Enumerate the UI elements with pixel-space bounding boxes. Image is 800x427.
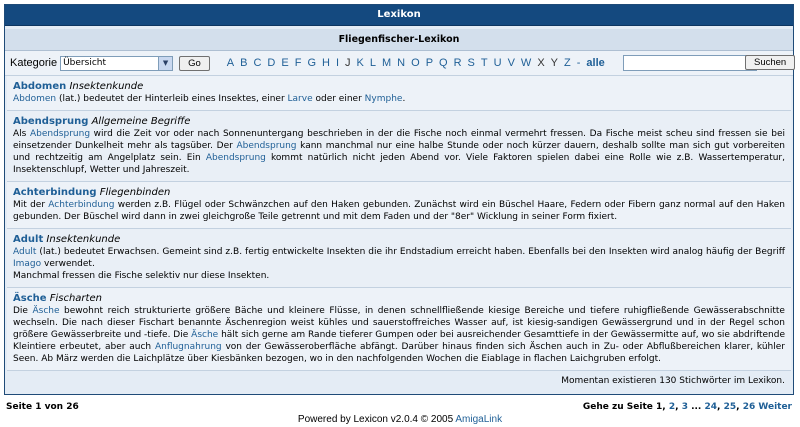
page-info: Seite 1 von 26: [6, 402, 79, 412]
description-text: Die: [13, 306, 33, 316]
lexicon-entry: [7, 111, 791, 182]
entry-category: Fischarten: [49, 293, 102, 304]
glossary-link[interactable]: Anflugnahrung: [154, 342, 222, 352]
letter-u-link[interactable]: U: [493, 57, 502, 69]
glossary-link[interactable]: Abendsprung: [236, 141, 297, 151]
glossary-link[interactable]: Imago: [13, 259, 42, 269]
letter-l-link[interactable]: L: [369, 57, 376, 69]
search-button[interactable]: Suchen: [745, 55, 795, 70]
entry-description: [13, 246, 785, 282]
letter-a-link[interactable]: A: [226, 57, 235, 69]
page-24-link[interactable]: 24: [704, 402, 718, 412]
powered-by: [0, 414, 800, 425]
chevron-down-icon[interactable]: ▼: [158, 57, 172, 70]
letter-p-link[interactable]: P: [425, 57, 434, 69]
glossary-link[interactable]: Adult: [13, 247, 37, 257]
pagination-ellipsis: ...: [691, 402, 702, 412]
entry-description: [13, 305, 785, 365]
glossary-link[interactable]: Achterbindung: [48, 200, 115, 210]
all-letters-link[interactable]: alle: [586, 57, 605, 69]
lexicon-entry: [7, 288, 791, 371]
letter-n-link[interactable]: N: [397, 57, 406, 69]
glossary-link[interactable]: Abendsprung: [29, 129, 91, 139]
description-text: kann manchmal nur eine halbe Stunde oder noch kürzer dauern, deshalb sollte man sich gut vorbereiten und rechtzeitig am Angelplatz sein. Ein: [13, 141, 785, 163]
entry-term-link[interactable]: Abdomen: [13, 81, 67, 92]
letter-r-link[interactable]: R: [453, 57, 462, 69]
page-3-link[interactable]: 3: [681, 402, 688, 412]
powered-by-text: Powered by Lexicon v2.0.4 © 2005: [297, 414, 456, 425]
letter-h-link[interactable]: H: [322, 57, 330, 69]
letter-i-link[interactable]: I: [335, 57, 340, 69]
description-text: verwendet.: [41, 259, 95, 269]
letter-o-link[interactable]: O: [411, 57, 420, 69]
page-1-link: 1: [656, 402, 663, 412]
letter-x-link: X: [537, 57, 545, 69]
glossary-link[interactable]: Nymphe: [364, 94, 403, 104]
lexicon-entry: [7, 182, 791, 229]
description-text: Mit der: [13, 200, 49, 210]
entry-term-link[interactable]: Äsche: [13, 293, 47, 304]
letter-e-link[interactable]: E: [281, 57, 289, 69]
letter-b-link[interactable]: B: [240, 57, 248, 69]
description-text: oder einer: [312, 94, 365, 104]
description-text: (lat.) bedeutet Erwachsen. Gemeint sind z.B. fertig entwickelte Insekten die ihr Endstadium erreicht haben. Ebenfalls bei den Insekten wird analog häufig der Begriff: [36, 247, 785, 257]
navigation-bar: [5, 51, 793, 76]
letter-m-link[interactable]: M: [382, 57, 392, 69]
kategorie-label: Kategorie: [10, 57, 58, 69]
description-text: kommt natürlich nicht jeden Abend vor. Viele Faktoren spielen dabei eine Rolle wie z.B. Wassertemperatur, Insektenschlupf, Wetter und Jahreszeit.: [13, 153, 785, 175]
page-25-link[interactable]: 25: [723, 402, 737, 412]
goto-label: Gehe zu Seite: [582, 402, 653, 412]
window-title: Lexikon: [5, 5, 793, 26]
description-text: werden z.B. Flügel oder Schwänzchen auf den Haken gebunden. Zunächst wird ein Büschel Haare, Federn oder Fibern ganz normal auf den Haken gebunden. Der Büschel wird dann in zwei gleichgroße Teile getrennt und mit dem Faden und der "8er" Wicklung in seiner Form fixiert.: [13, 200, 785, 222]
description-text: Manchmal fressen die Fische selektiv nur diese Insekten.: [13, 271, 270, 281]
entry-heading: [13, 115, 785, 128]
glossary-link[interactable]: Larve: [287, 94, 313, 104]
description-text: .: [402, 94, 406, 104]
glossary-link[interactable]: Abdomen: [13, 94, 57, 104]
pagination: Gehe zu Seite 1, 2, 3 ... 24, 25, 26 Weiter: [582, 402, 792, 412]
entry-category: Insektenkunde: [69, 81, 144, 92]
description-text: hält sich gerne am Rande tieferer Gumpen oder bei ausreichender Gesamttiefe in der Gewässermitte auf, wo sie abdriftende Kleintiere erbeutet, aber auch: [13, 330, 786, 352]
letter-v-link[interactable]: V: [507, 57, 515, 69]
letter-z-link[interactable]: Z: [564, 57, 571, 69]
description-text: von der Gewässeroberfläche abfängt. Darüber hinaus finden sich Äschen auch in Zu- oder Abflußbereichen klarer, kühler Seen. Ab März werden die Laichplätze über Kiesbänken bezogen, wo in den nachfolgenden Wochen die Eiablage in flachen Laichgruben erfolgt.: [13, 342, 785, 364]
letter-j-link: J: [345, 57, 351, 69]
letter-t-link[interactable]: T: [480, 57, 488, 69]
entry-category: Insektenkunde: [46, 234, 121, 245]
letter-separator: -: [576, 57, 581, 69]
glossary-link[interactable]: Abendsprung: [205, 153, 266, 163]
entry-category: Fliegenbinden: [99, 187, 171, 198]
description-text: Als: [13, 129, 30, 139]
letter-q-link[interactable]: Q: [439, 57, 448, 69]
next-page-link[interactable]: Weiter: [758, 402, 792, 412]
letter-g-link[interactable]: G: [307, 57, 317, 69]
alphabet-index: [227, 57, 611, 69]
description-text: wird die Zeit vor oder nach Sonnenuntergang beschrieben in der die Fische noch einmal vermehrt fressen. Da Fische meist scheu sind fressen sie bei einsetzender Dunkelheit mehr als tagsüber. Der: [13, 129, 785, 151]
entry-heading: [13, 292, 785, 305]
entry-term-link[interactable]: Achterbindung: [13, 187, 97, 198]
letter-k-link[interactable]: K: [356, 57, 364, 69]
amigalink-link[interactable]: AmigaLink: [455, 414, 503, 425]
entry-description: [13, 93, 785, 105]
entry-list: [5, 76, 793, 371]
letter-w-link[interactable]: W: [520, 57, 532, 69]
search-input[interactable]: [623, 55, 757, 71]
entry-count-info: Momentan existieren 130 Stichwörter im Lexikon.: [561, 376, 785, 386]
page-title: Fliegenfischer-Lexikon: [5, 29, 793, 51]
lexicon-panel: [4, 4, 794, 395]
entry-description: [13, 199, 785, 223]
entry-term-link[interactable]: Abendsprung: [13, 116, 89, 127]
page-26-link[interactable]: 26: [742, 402, 756, 412]
lexicon-entry: [7, 229, 791, 288]
entry-heading: [13, 233, 785, 246]
page-2-link[interactable]: 2: [668, 402, 676, 412]
entry-heading: [13, 186, 785, 199]
entry-description: [13, 128, 785, 176]
lexicon-entry: [7, 76, 791, 111]
letter-c-link[interactable]: C: [253, 57, 262, 69]
entry-category: Allgemeine Begriffe: [91, 116, 191, 127]
glossary-link[interactable]: Äsche: [32, 306, 60, 316]
letter-d-link[interactable]: D: [267, 57, 276, 69]
go-button[interactable]: Go: [179, 56, 210, 71]
description-text: bewohnt reich strukturierte größere Bäche und kleinere Flüsse, in denen schnellfließende kiesige Bereiche und tiefere ruhigfließende Gewässerabschnitte wechseln. Die nach dieser Fischart benannte Äschenregion weist kühles und sauerstoffreiches Wasser auf, ist kiesig-sandigen Gewässergrund und in der Regel schon größere Gewässerbreite und -tiefe. Die: [13, 306, 785, 340]
kategorie-select-value: Übersicht: [63, 58, 107, 68]
letter-f-link[interactable]: F: [294, 57, 302, 69]
letter-s-link[interactable]: S: [467, 57, 475, 69]
letter-y-link: Y: [550, 57, 558, 69]
description-text: (lat.) bedeutet der Hinterleib eines Insektes, einer: [56, 94, 288, 104]
entry-term-link[interactable]: Adult: [13, 234, 44, 245]
kategorie-select[interactable]: [60, 56, 173, 71]
entry-heading: [13, 80, 785, 93]
glossary-link[interactable]: Äsche: [191, 330, 219, 340]
